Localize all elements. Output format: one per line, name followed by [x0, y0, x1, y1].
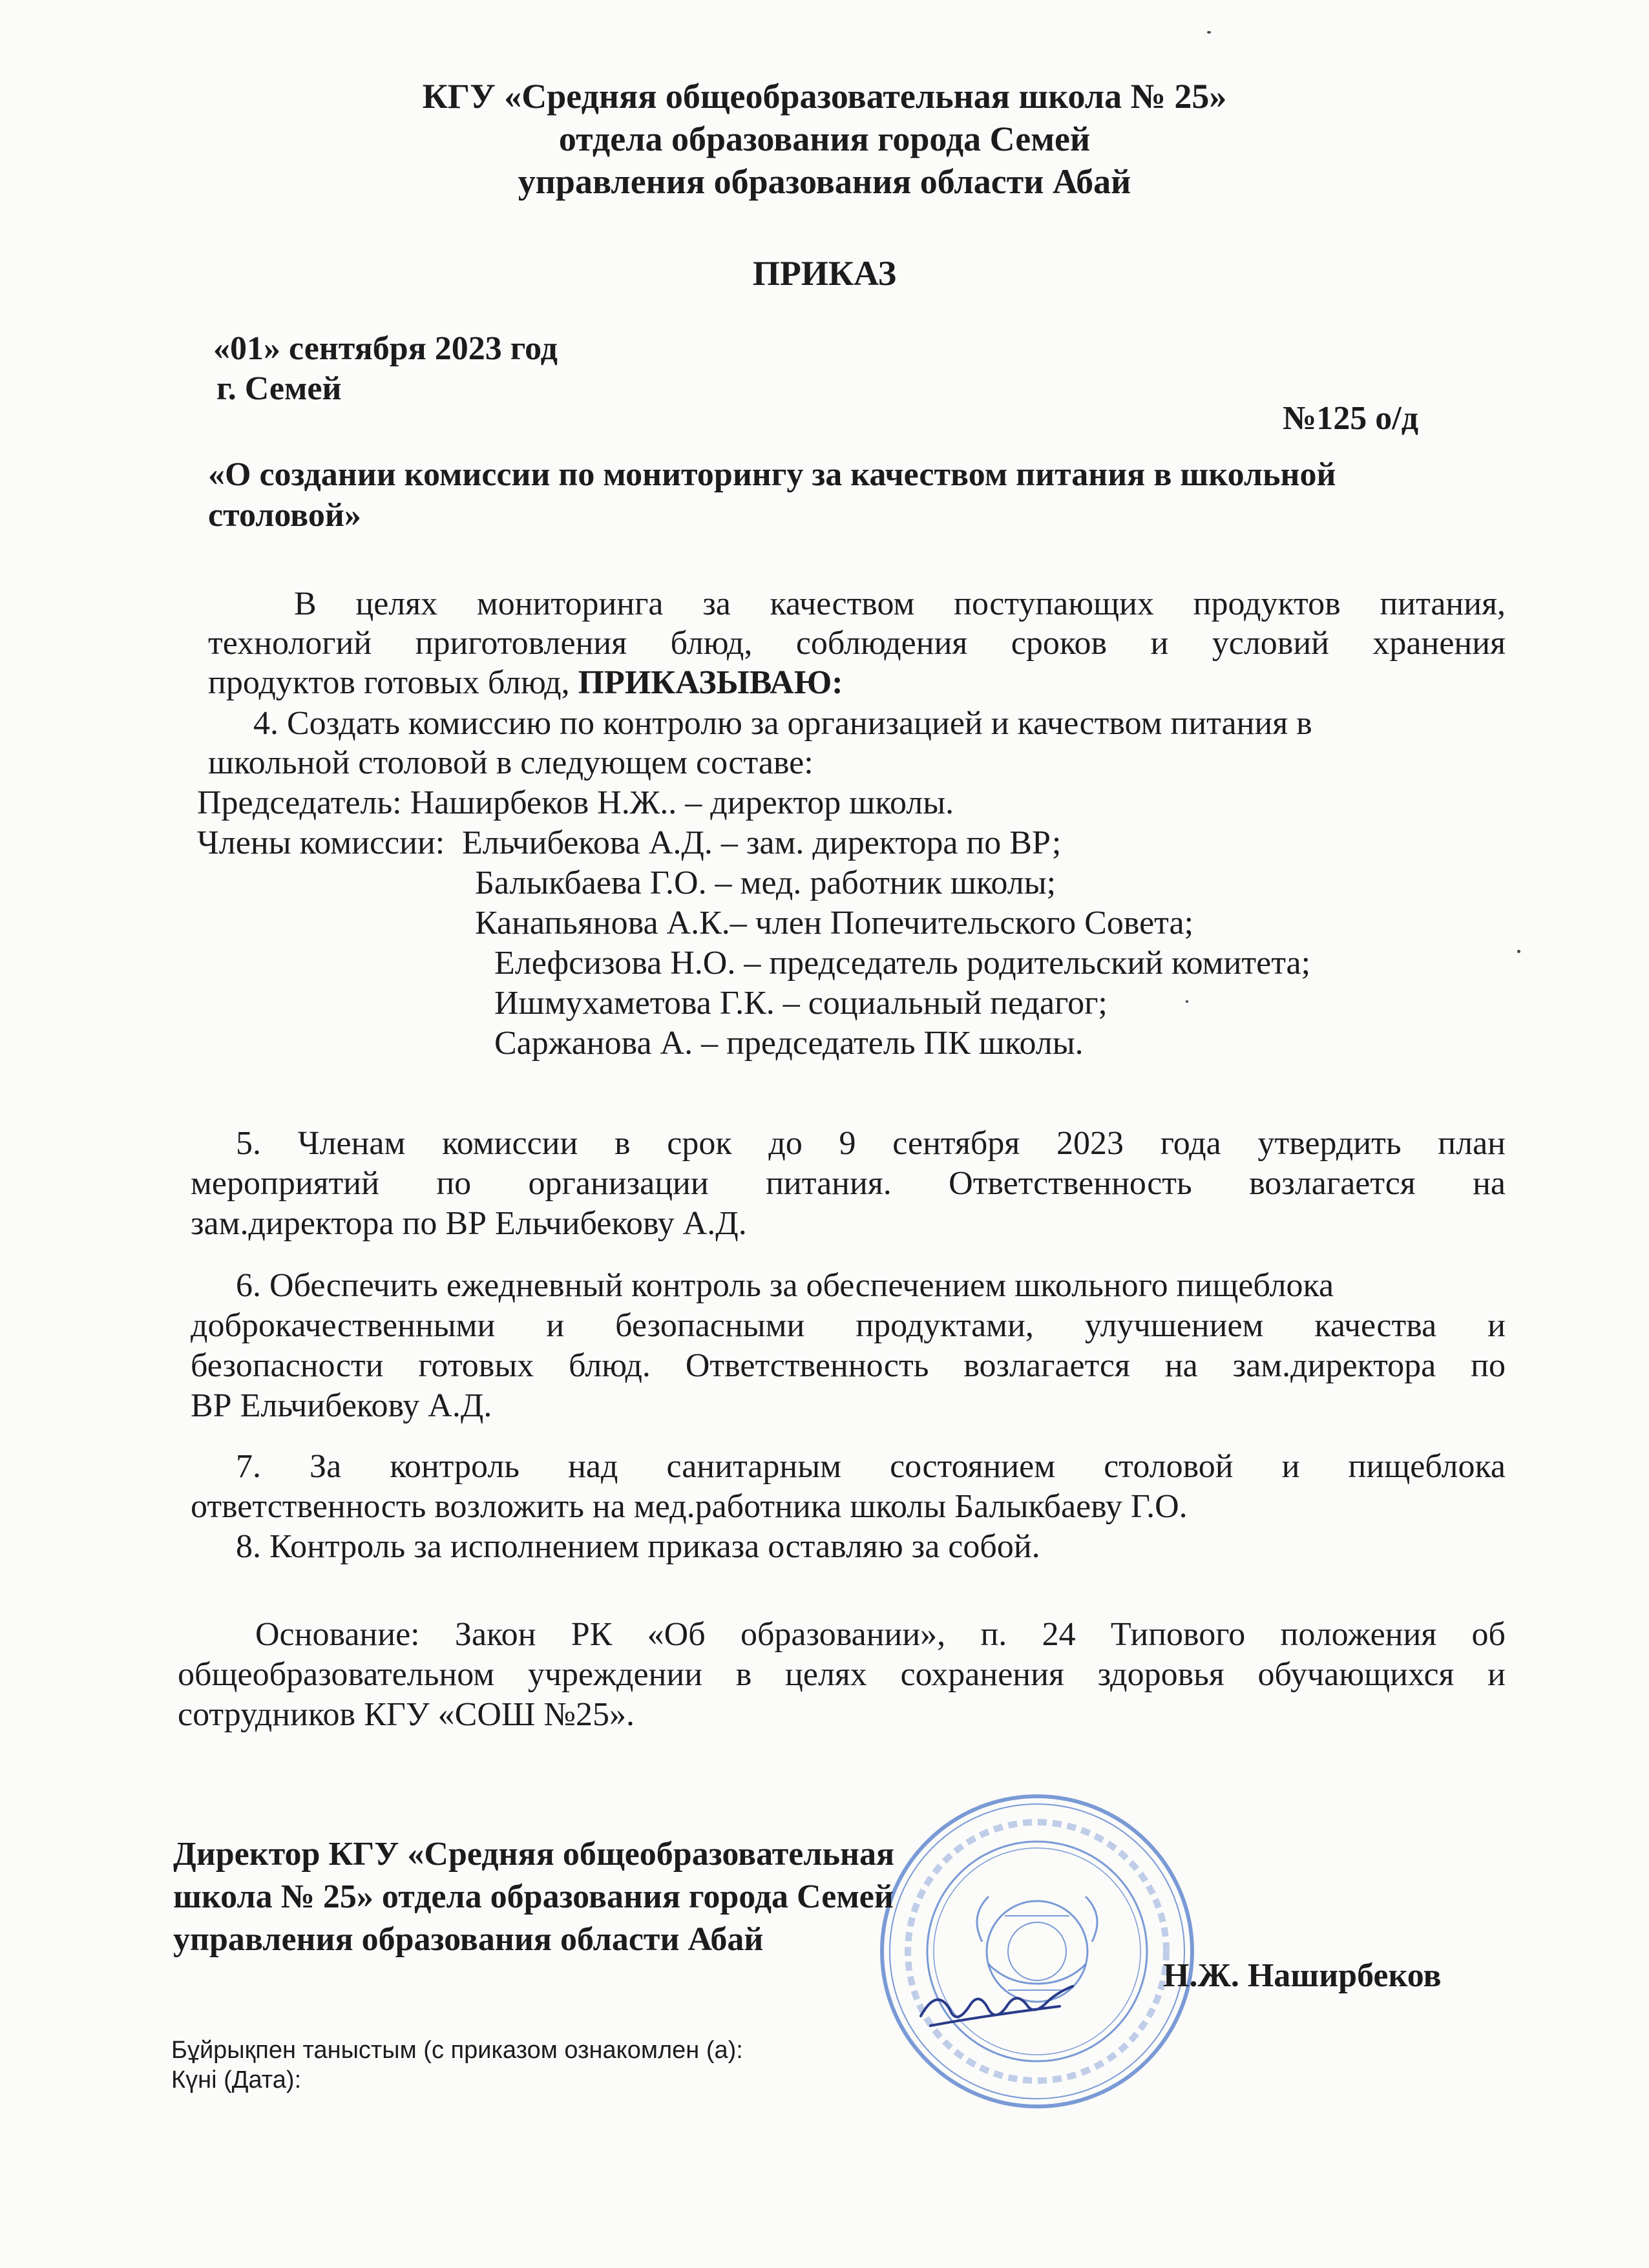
member-5: Ишмухаметова Г.К. – социальный педагог;	[494, 985, 1108, 1022]
order-city: г. Семей	[216, 370, 342, 407]
order-word: ПРИКАЗЫВАЮ:	[578, 664, 843, 701]
director-title-line2: школа № 25» отдела образования города Семей	[173, 1878, 894, 1915]
item5-line3: зам.директора по ВР Ельчибекову А.Д.	[191, 1205, 747, 1242]
members-label: Члены комиссии:	[197, 824, 445, 861]
member-6: Саржанова А. – председатель ПК школы.	[494, 1025, 1084, 1062]
preamble-line1: В целях мониторинга за качеством поступающих продуктов питания,	[294, 585, 1506, 622]
stamp-emblem-inner	[1008, 1922, 1066, 1980]
order-subject-line1: «О создании комиссии по мониторингу за качеством питания в школьной	[208, 456, 1336, 493]
order-date: «01» сентября 2023 год	[213, 330, 558, 367]
item4-line1: 4. Создать комиссию по контролю за организацией и качеством питания в	[253, 705, 1312, 742]
item5-line2: мероприятий по организации питания. Ответственность возлагается на	[191, 1165, 1506, 1202]
item5-line1: 5. Членам комиссии в срок до 9 сентября 2023 года утвердить план	[236, 1125, 1506, 1162]
org-header-line3: управления образования области Абай	[518, 162, 1131, 201]
item6-line2: доброкачественными и безопасными продуктами, улучшением качества и	[191, 1307, 1506, 1344]
item4-line2: школьной столовой в следующем составе:	[208, 744, 814, 781]
preamble-text: продуктов готовых блюд,	[208, 664, 570, 701]
preamble-line3	[208, 664, 843, 702]
item6-line3: безопасности готовых блюд. Ответственность возлагается на зам.директора по	[191, 1347, 1506, 1384]
acknowledgement-line2: Күні (Дата):	[171, 2066, 302, 2094]
director-name: Н.Ж. Наширбеков	[1163, 1957, 1442, 1994]
item6-line1: 6. Обеспечить ежедневный контроль за обеспечением школьного пищеблока	[236, 1267, 1334, 1304]
basis-line1: Основание: Закон РК «Об образовании», п. 24 Типового положения об	[255, 1616, 1506, 1653]
order-subject-line2: столовой»	[208, 497, 361, 534]
stamp-emblem-wings	[977, 1896, 1097, 1984]
item6-line4: ВР Ельчибекову А.Д.	[191, 1387, 492, 1424]
commission-chair: Председатель: Наширбеков Н.Ж.. – директор школы.	[197, 784, 954, 821]
director-title-line3: управления образования области Абай	[173, 1921, 764, 1958]
member-4: Елефсизова Н.О. – председатель родительский комитета;	[494, 945, 1311, 982]
member-3: Канапьянова А.К.– член Попечительского Совета;	[475, 905, 1194, 941]
basis-line2: общеобразовательном учреждении в целях сохранения здоровья обучающихся и	[178, 1656, 1506, 1693]
item8: 8. Контроль за исполнением приказа оставляю за собой.	[236, 1528, 1040, 1565]
stamp-outer-ring	[882, 1796, 1192, 2106]
item7-line2: ответственность возложить на мед.работника школы Балыкбаеву Г.О.	[191, 1488, 1188, 1525]
director-title-line1: Директор КГУ «Средняя общеобразовательная	[173, 1836, 895, 1873]
acknowledgement-line1: Бұйрықпен таныстым (с приказом ознакомлен (а):	[171, 2037, 743, 2064]
scan-speck	[1517, 950, 1520, 953]
basis-line3: сотрудников КГУ «СОШ №25».	[178, 1696, 635, 1733]
member-2: Балыкбаева Г.О. – мед. работник школы;	[475, 865, 1056, 901]
order-number: №125 о/д	[1283, 400, 1419, 437]
official-stamp	[876, 1790, 1199, 2113]
signature-scribble	[918, 1977, 1086, 2035]
scan-speck	[1207, 31, 1211, 34]
org-header-line1: КГУ «Средняя общеобразовательная школа № 25»	[422, 77, 1227, 116]
scan-speck	[1186, 1000, 1188, 1003]
member-1: Ельчибекова А.Д. – зам. директора по ВР;	[462, 824, 1062, 861]
org-header-line2: отдела образования города Семей	[558, 120, 1091, 158]
preamble-line2: технологий приготовления блюд, соблюдения сроков и условий хранения	[208, 625, 1506, 662]
item7-line1: 7. За контроль над санитарным состоянием столовой и пищеблока	[236, 1448, 1506, 1485]
doc-type-title: ПРИКАЗ	[752, 254, 897, 293]
stamp-text-band	[908, 1822, 1166, 2081]
